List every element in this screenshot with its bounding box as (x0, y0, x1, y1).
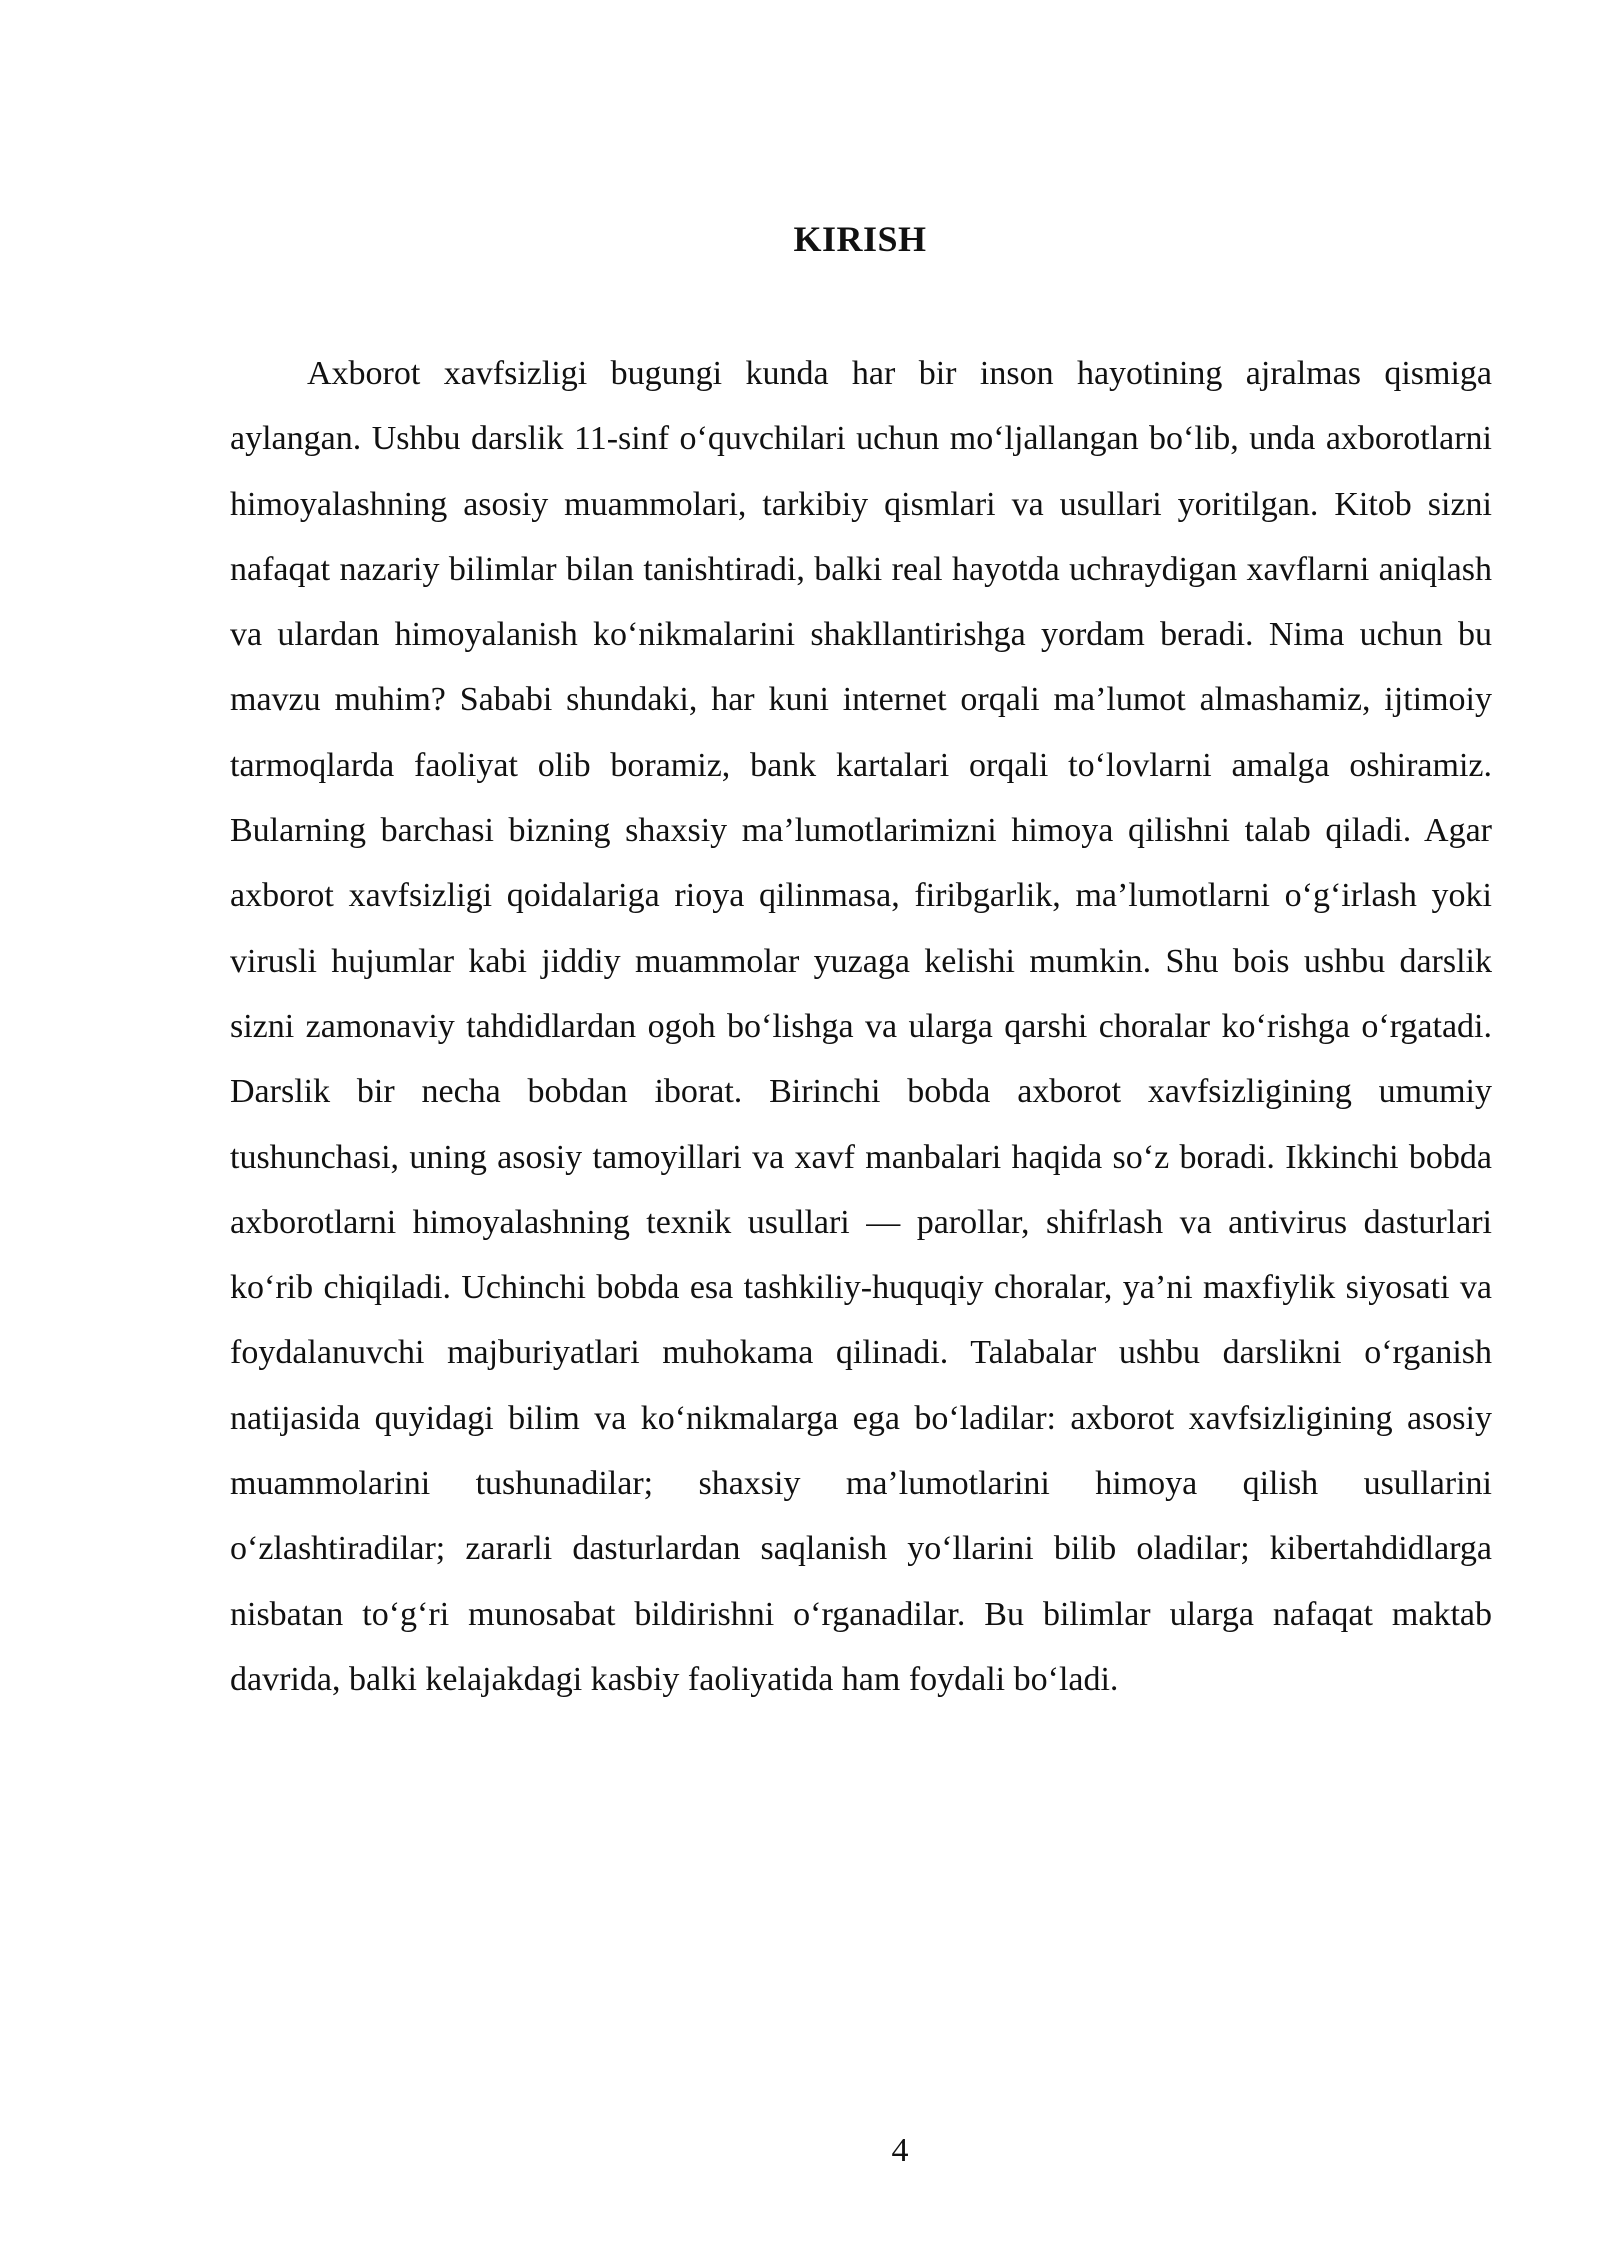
page-title: KIRISH (793, 219, 927, 259)
page-number: 4 (891, 2132, 909, 2169)
body-paragraph: Axborot xavfsizligi bugungi kunda har bir inson hayotining ajralmas qismiga aylangan. Ushbu darslik 11-sinf o‘quvchilari uchun mo‘ljallangan bo‘lib, unda axborotlarni himoyalashning asosiy muammolari, tarkibiy qismlari va usullari yoritilgan. Kitob sizni nafaqat nazariy bilimlar bilan tanishtiradi, balki real hayotda uchraydigan xavflarni aniqlash va ulardan himoyalanish ko‘nikmalarini shakllantirishga yordam beradi. Nima uchun bu mavzu muhim? Sababi shundaki, har kuni internet orqali ma’lumot almashamiz, ijtimoiy tarmoqlarda faoliyat olib boramiz, bank kartalari orqali to‘lovlarni amalga oshiramiz. Bularning barchasi bizning shaxsiy ma’lumotlarimizni himoya qilishni talab qiladi. Agar axborot xavfsizligi qoidalariga rioya qilinmasa, firibgarlik, ma’lumotlarni o‘g‘irlash yoki virusli hujumlar kabi jiddiy muammolar yuzaga kelishi mumkin. Shu bois ushbu darslik sizni zamonaviy tahdidlardan ogoh bo‘lishga va ularga qarshi choralar ko‘rishga o‘rgatadi. Darslik bir necha bobdan iborat. Birinchi bobda axborot xavfsizligining umumiy tushunchasi, uning asosiy tamoyillari va xavf manbalari haqida so‘z boradi. Ikkinchi bobda axborotlarni himoyalashning texnik usullari — parollar, shifrlash va antivirus dasturlari ko‘rib chiqiladi. Uchinchi bobda esa tashkiliy-huquqiy choralar, ya’ni maxfiylik siyosati va foydalanuvchi majburiyatlari muhokama qilinadi. Talabalar ushbu darslikni o‘rganish natijasida quyidagi bilim va ko‘nikmalarga ega bo‘ladilar: axborot xavfsizligining asosiy muammolarini tushunadilar; shaxsiy ma’lumotlarini himoya qilish usullarini o‘zlashtiradilar; zararli dasturlardan saqlanish yo‘llarini bilib oladilar; kibertahdidlarga nisbatan to‘g‘ri munosabat bildirishni o‘rganadilar. Bu bilimlar ularga nafaqat maktab davrida, balki kelajakdagi kasbiy faoliyatida ham foydali bo‘ladi. (230, 355, 1492, 1698)
